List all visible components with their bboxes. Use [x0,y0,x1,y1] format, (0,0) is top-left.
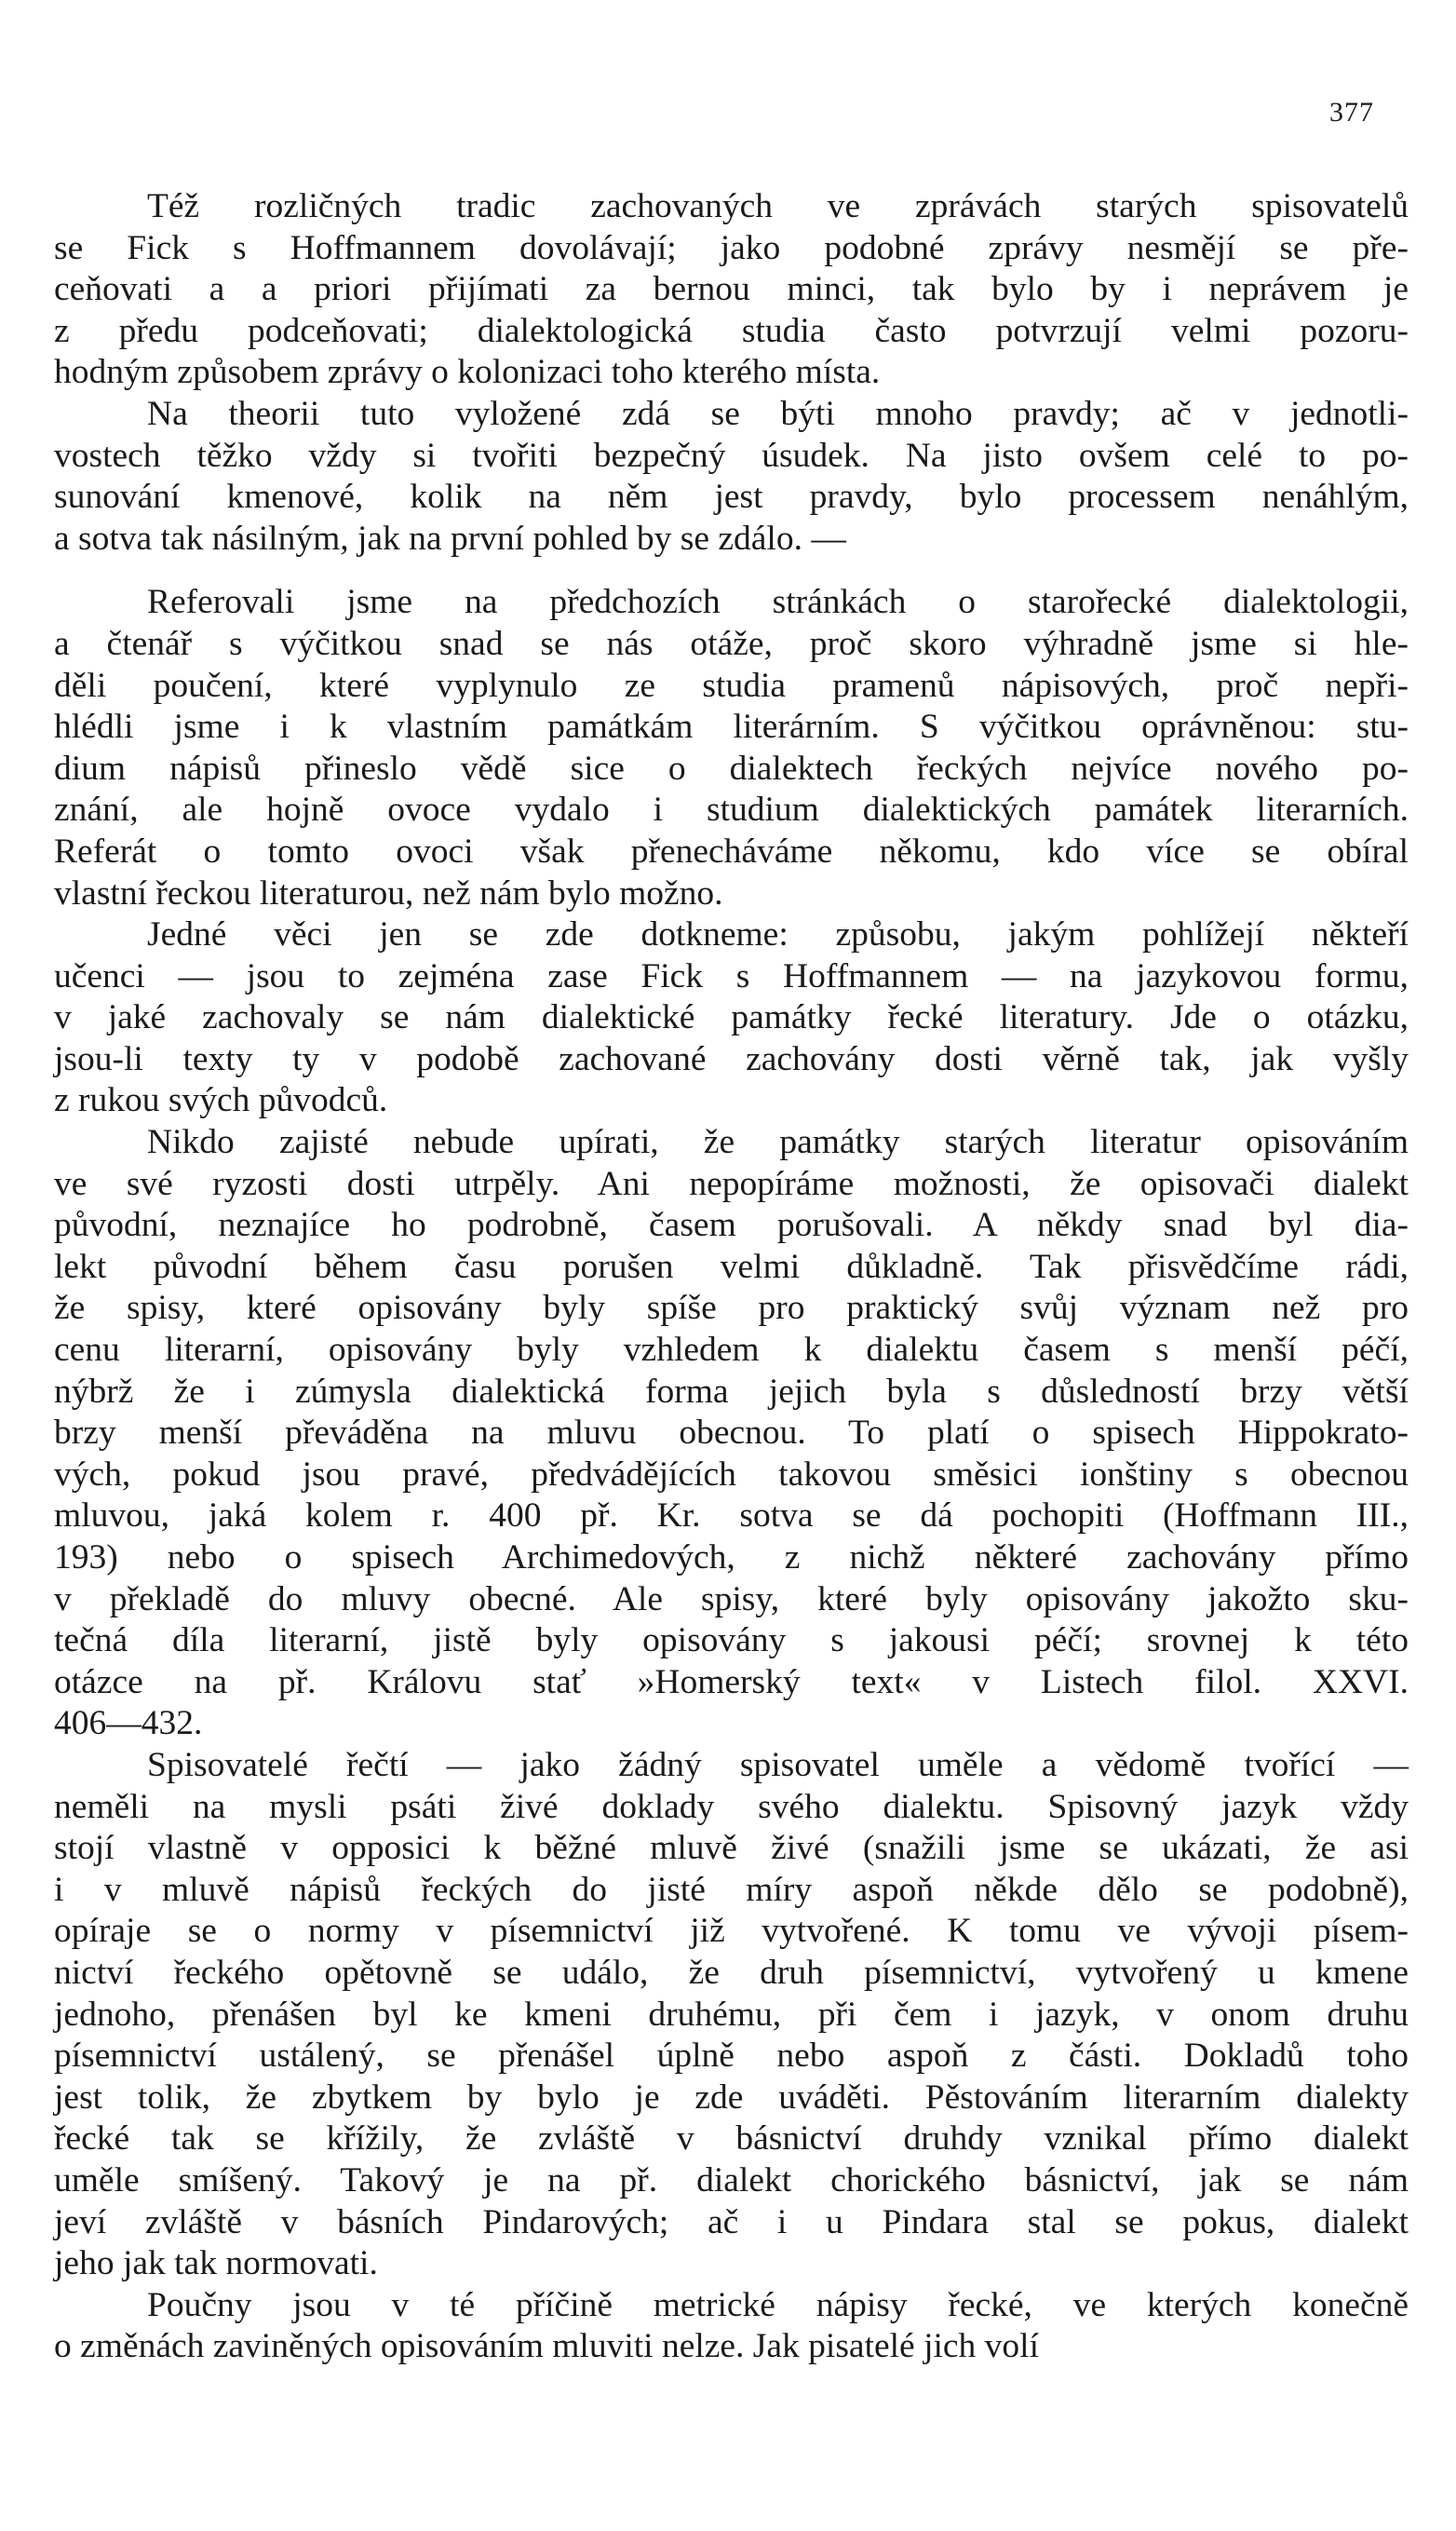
text-line: uměle smíšený. Takový je na př. dialekt chorického básnictví, jak se nám [54,2160,1409,2199]
text-line: nictví řeckého opětovně se událo, že druh písemnictví, vytvořený u kmene [54,1953,1409,1992]
text-line: neměli na mysli psáti živé doklady svého dialektu. Spisovný jazyk vždy [54,1787,1409,1826]
text-line: dium nápisů přineslo vědě sice o dialektech řeckých nejvíce nového po- [54,749,1409,788]
text-line: Jedné věci jen se zde dotkneme: způsobu, jakým pohlížejí někteří [147,915,1409,954]
text-line: vých, pokud jsou pravé, předvádějících takovou směsici ionštiny s obecnou [54,1455,1409,1494]
text-line: řecké tak se křížily, že zvláště v básnictví druhdy vznikal přímo dialekt [54,2119,1409,2159]
text-line: cenu literarní, opisovány byly vzhledem k dialektu časem s menší péčí, [54,1331,1409,1370]
text-line: o změnách zaviněných opisováním mluviti nelze. Jak pisatelé jich volí [54,2327,1040,2366]
text-line: Též rozličných tradic zachovaných ve zprávách starých spisovatelů [147,187,1409,225]
text-line: z rukou svých původců. [54,1081,388,1120]
body-text [54,186,1409,2368]
text-line: a sotva tak násilným, jak na první pohled by se zdálo. — [54,519,846,558]
text-line: tečná díla literarní, jistě byly opisovány s jakousi péčí; srovnej k této [54,1621,1409,1660]
paragraph-6 [54,1745,1409,2285]
text-line: vlastní řeckou literaturou, než nám bylo možno. [54,873,723,913]
text-line: hlédli jsme i k vlastním památkám literárním. S výčitkou oprávněnou: stu- [54,708,1409,747]
text-line: jednoho, přenášen byl ke kmeni druhému, při čem i jazyk, v onom druhu [54,1995,1409,2034]
paragraph-7 [54,2285,1409,2368]
text-line: Referovali jsme na předchozích stránkách o starořecké dialektologii, [147,583,1409,622]
text-line: v překladě do mluvy obecné. Ale spisy, které byly opisovány jakožto sku- [54,1579,1409,1618]
text-line: se Fick s Hoffmannem dovolávají; jako podobné zprávy nesmějí se pře- [54,228,1409,267]
text-line: opíraje se o normy v písemnictví již vytvořené. K tomu ve vývoji písem- [54,1912,1409,1951]
text-line: i v mluvě nápisů řeckých do jisté míry aspoň někde dělo se podobně), [54,1870,1409,1909]
page-number: 377 [1329,97,1374,128]
text-line: mluvou, jaká kolem r. 400 př. Kr. sotva se dá pochopiti (Hoffmann III., [54,1496,1409,1536]
text-line: písemnictví ustálený, se přenášel úplně nebo aspoň z části. Dokladů toho [54,2037,1409,2076]
text-line: stojí vlastně v opposici k běžné mluvě živé (snažili jsme se ukázati, že asi [54,1829,1409,1868]
text-line: otázce na př. Královu stať »Homerský text« v Listech filol. XXVI. [54,1662,1409,1701]
text-line: brzy menší převáděna na mluvu obecnou. To platí o spisech Hippokrato- [54,1414,1409,1453]
text-line: 193) nebo o spisech Archimedových, z nichž některé zachovány přímo [54,1538,1409,1577]
text-line: Na theorii tuto vyložené zdá se býti mnoho pravdy; ač v jednotli- [147,394,1409,433]
paragraph-1 [54,186,1409,394]
text-line: vostech těžko vždy si tvořiti bezpečný úsudek. Na jisto ovšem celé to po- [54,436,1409,475]
text-line: jeví zvláště v básních Pindarových; ač i u Pindara stal se pokus, dialekt [54,2202,1409,2241]
paragraph-4 [54,914,1409,1122]
text-line: ve své ryzosti dosti utrpěly. Ani nepopíráme možnosti, že opisovači dialekt [54,1164,1409,1203]
text-line: původní, neznajíce ho podrobně, časem porušovali. A někdy snad byl dia- [54,1206,1409,1245]
text-line: hodným způsobem zprávy o kolonizaci toho kterého místa. [54,353,881,392]
text-line: sunování kmenové, kolik na něm jest pravdy, bylo processem nenáhlým, [54,478,1409,517]
text-line: z předu podceňovati; dialektologická studia často potvrzují velmi pozoru- [54,311,1409,350]
text-line: jeho jak tak normovati. [54,2244,378,2283]
paragraph-5 [54,1122,1409,1745]
text-line: v jaké zachovaly se nám dialektické památky řecké literatury. Jde o otázku, [54,998,1409,1037]
text-line: Poučny jsou v té příčině metrické nápisy řecké, ve kterých konečně [147,2285,1409,2324]
text-line: nýbrž že i zúmysla dialektická forma jejich byla s důsledností brzy větší [54,1372,1409,1411]
text-line: jest tolik, že zbytkem by bylo je zde uváděti. Pěstováním literarním dialekty [54,2078,1409,2117]
text-line: Spisovatelé řečtí — jako žádný spisovatel uměle a vědomě tvořící — [147,1745,1409,1784]
section-gap [54,560,1409,582]
text-line: jsou-li texty ty v podobě zachované zachovány dosti věrně tak, jak vyšly [54,1039,1409,1078]
paragraph-3 [54,582,1409,914]
text-line: ceňovati a a priori přijímati za bernou minci, tak bylo by i neprávem je [54,270,1409,309]
text-line: Nikdo zajisté nebude upírati, že památky starých literatur opisováním [147,1123,1409,1162]
text-line: lekt původní během času porušen velmi důkladně. Tak přisvědčíme rádi, [54,1247,1409,1286]
text-line: učenci — jsou to zejména zase Fick s Hoffmannem — na jazykovou formu, [54,956,1409,995]
paragraph-2 [54,394,1409,560]
text-line: děli poučení, které vyplynulo ze studia pramenů nápisových, proč nepři- [54,666,1409,705]
text-line: znání, ale hojně ovoce vydalo i studium dialektických památek literarních. [54,791,1409,830]
text-line: a čtenář s výčitkou snad se nás otáže, proč skoro výhradně jsme si hle- [54,624,1409,663]
text-line: že spisy, které opisovány byly spíše pro praktický svůj význam než pro [54,1289,1409,1328]
text-line: Referát o tomto ovoci však přenecháváme někomu, kdo více se obíral [54,832,1409,871]
text-line: 406—432. [54,1704,203,1743]
